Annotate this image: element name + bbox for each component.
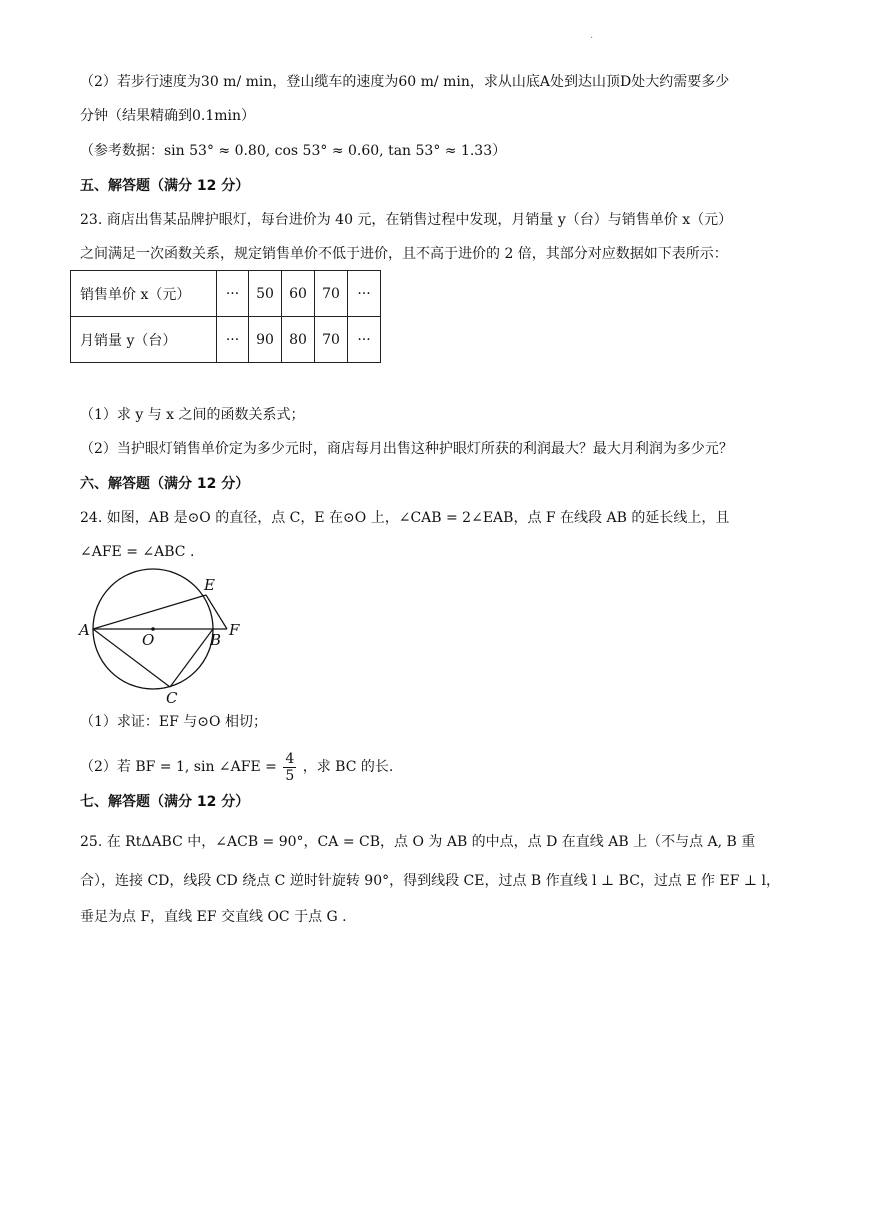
q24-part2-suffix: ，求 BC 的长. bbox=[302, 759, 394, 775]
fraction-denominator: 5 bbox=[285, 767, 295, 784]
table-row bbox=[71, 271, 381, 317]
page-dot: . bbox=[590, 30, 594, 41]
table-cell: 80 bbox=[282, 317, 315, 363]
fraction-numerator: 4 bbox=[285, 750, 295, 767]
q23-line2: 之间满足一次函数关系，规定销售单价不低于进价，且不高于进价的 2 倍，其部分对应数据如下表所示： bbox=[80, 246, 728, 262]
q24-part2-prefix: （2）若 BF = 1, sin ∠AFE = bbox=[80, 759, 277, 775]
table-cell: ··· bbox=[217, 271, 249, 317]
q25-line3: 垂足为点 F，直线 EF 交直线 OC 于点 G . bbox=[80, 909, 347, 925]
q25-line2: 合），连接 CD，线段 CD 绕点 C 逆时针旋转 90°，得到线段 CE，过点 B 作直线 l ⊥ BC，过点 E 作 EF ⊥ l， bbox=[80, 873, 780, 889]
table-cell: 90 bbox=[249, 317, 282, 363]
label-o: O bbox=[142, 631, 155, 649]
line-ac bbox=[93, 629, 170, 687]
table-cell: 60 bbox=[282, 271, 315, 317]
q24-part1: （1）求证：EF 与⊙O 相切； bbox=[80, 714, 267, 730]
table-cell: 70 bbox=[315, 271, 348, 317]
label-a: A bbox=[79, 621, 90, 639]
q24-part2 bbox=[80, 750, 393, 784]
section6-heading: 六、解答题（满分 12 分） bbox=[80, 476, 250, 492]
line-cb bbox=[170, 629, 213, 687]
label-f: F bbox=[229, 621, 240, 639]
q24-line1: 24. 如图，AB 是⊙O 的直径，点 C，E 在⊙O 上，∠CAB = 2∠EAB，点 F 在线段 AB 的延长线上，且 bbox=[80, 510, 730, 526]
q22-part2-line1: （2）若步行速度为30 m/ min，登山缆车的速度为60 m/ min，求从山底A处到达山顶D处大约需要多少 bbox=[80, 74, 730, 90]
q23-part2: （2）当护眼灯销售单价定为多少元时，商店每月出售这种护眼灯所获的利润最大？最大月利润为多少元？ bbox=[80, 441, 733, 457]
label-e: E bbox=[204, 576, 215, 594]
q23-part1: （1）求 y 与 x 之间的函数关系式； bbox=[80, 407, 305, 423]
q23-data-table bbox=[70, 270, 381, 363]
table-row bbox=[71, 317, 381, 363]
q23-line1: 23. 商店出售某品牌护眼灯，每台进价为 40 元，在销售过程中发现，月销量 y（台）与销售单价 x（元） bbox=[80, 212, 733, 228]
fraction bbox=[283, 751, 296, 784]
section7-heading: 七、解答题（满分 12 分） bbox=[80, 794, 250, 810]
table-cell: 70 bbox=[315, 317, 348, 363]
section5-heading: 五、解答题（满分 12 分） bbox=[80, 178, 250, 194]
line-ef bbox=[206, 595, 227, 629]
table-cell: 50 bbox=[249, 271, 282, 317]
q25-line1: 25. 在 RtΔABC 中，∠ACB = 90°，CA = CB，点 O 为 AB 的中点，点 D 在直线 AB 上（不与点 A, B 重 bbox=[80, 834, 756, 850]
q24-line2: ∠AFE = ∠ABC . bbox=[80, 544, 195, 560]
table-cell: ··· bbox=[217, 317, 249, 363]
label-b: B bbox=[210, 631, 222, 649]
label-c: C bbox=[166, 689, 178, 707]
geometry-figure bbox=[70, 568, 260, 710]
q22-part2-line2: 分钟（结果精确到0.1min） bbox=[80, 108, 256, 124]
table-row-label: 销售单价 x（元） bbox=[71, 271, 217, 317]
table-cell: ··· bbox=[348, 317, 381, 363]
table-row-label: 月销量 y（台） bbox=[71, 317, 217, 363]
table-cell: ··· bbox=[348, 271, 381, 317]
q22-reference-data: （参考数据：sin 53° ≈ 0.80, cos 53° ≈ 0.60, tan 53° ≈ 1.33） bbox=[80, 143, 507, 159]
line-ae bbox=[93, 595, 206, 629]
